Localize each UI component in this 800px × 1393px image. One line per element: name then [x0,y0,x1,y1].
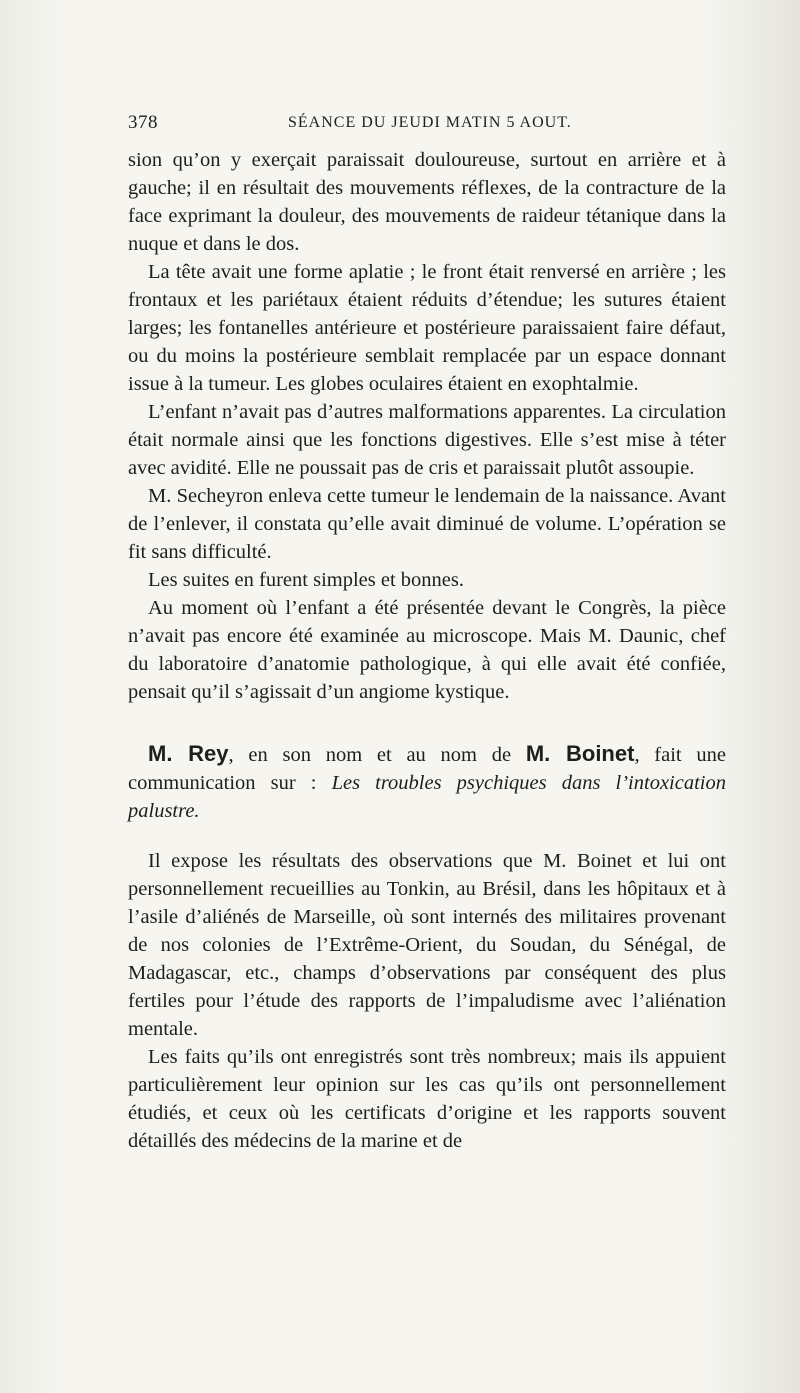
paragraph-5: Les suites en furent simples et bonnes. [148,569,464,591]
page-number: 378 [128,112,158,133]
paragraph-2: La tête avait une forme aplatie ; le front était renversé en arrière ; les frontaux et les pariétaux étaient réduits d’étendue; les sutures étaient larges; les fontanelles antérieure et postérieure paraissaient faire défaut, ou du moins la postérieure semblait remplacée par un espace donnant issue à la tumeur. Les globes oculaires étaient en exophtalmie. [128,261,726,395]
paragraph-8: Il expose les résultats des observations que M. Boinet et lui ont personnellement recueillies au Tonkin, au Brésil, dans les hôpitaux et à l’asile d’aliénés de Marseille, où sont internés des militaires provenant de nos colonies de l’Extrême-Orient, du Soudan, du Sénégal, de Madagascar, etc., champs d’observations par conséquent des plus fertiles pour l’étude des rapports de l’impaludisme avec l’aliénation mentale. [128,850,726,1040]
body-text [128,146,726,1155]
author-name-rey: M. Rey [148,741,229,766]
page-header [128,112,726,142]
paragraph-1: sion qu’on y exerçait paraissait douloureuse, surtout en arrière et à gauche; il en résultait des mouvements réflexes, de la contracture de la face exprimant la douleur, des mouvements de raideur tétanique dans la nuque et dans le dos. [128,149,726,255]
section-gap [128,706,726,740]
paragraph-6: Au moment où l’enfant a été présentée devant le Congrès, la pièce n’avait pas encore été examinée au microscope. Mais M. Daunic, chef du laboratoire d’anatomie pathologique, à qui elle avait été confiée, pensait qu’il s’agissait d’un angiome kystique. [128,597,726,703]
paragraph-9: Les faits qu’ils ont enregistrés sont très nombreux; mais ils appuient particulièrement leur opinion sur les cas qu’ils ont personnellement étudiés, et ceux où les certificats d’origine et les rapports souvent détaillés des médecins de la marine et de [128,1046,726,1152]
communication-text-1: , en son nom et au nom de [228,744,526,766]
communication-text-2: , fait une communication sur : [128,744,726,794]
communication-paragraph [128,740,726,825]
running-title: SÉANCE DU JEUDI MATIN 5 AOUT. [288,114,572,131]
paragraph-4: M. Secheyron enleva cette tumeur le lendemain de la naissance. Avant de l’enlever, il constata qu’elle avait diminué de volume. L’opération se fit sans difficulté. [128,485,726,563]
section-gap-2 [128,825,726,847]
paragraph-3: L’enfant n’avait pas d’autres malformations apparentes. La circulation était normale ainsi que les fonctions digestives. Elle s’est mise à téter avec avidité. Elle ne poussait pas de cris et paraissait plutôt assoupie. [128,401,726,479]
author-name-boinet: M. Boinet [525,741,635,766]
communication-title: Les troubles psychiques dans l’intoxication palustre. [128,772,726,822]
